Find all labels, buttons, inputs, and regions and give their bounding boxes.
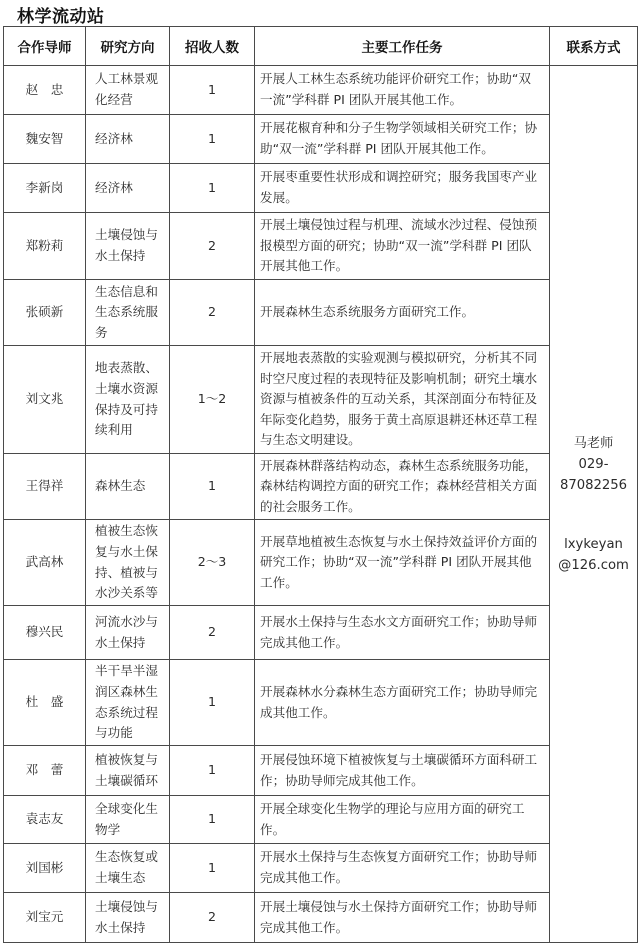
research-direction: 植被恢复与土壤碳循环 [86, 746, 170, 796]
work-task: 开展水土保持与生态恢复方面研究工作；协助导师完成其他工作。 [255, 844, 550, 893]
enrollment-count: 1 [170, 844, 255, 893]
table-header-row [4, 27, 638, 66]
enrollment-count: 1 [170, 454, 255, 520]
research-direction: 经济林 [86, 164, 170, 213]
research-direction: 土壤侵蚀与水土保持 [86, 893, 170, 943]
work-task: 开展森林生态系统服务方面研究工作。 [255, 280, 550, 346]
mentor-name: 魏安智 [4, 115, 86, 164]
mentor-name: 张硕新 [4, 280, 86, 346]
table-row [4, 164, 638, 213]
contact-email: lxykeyan@126.com [558, 536, 629, 573]
contact-phone: 029-87082256 [559, 456, 628, 493]
table-row [4, 520, 638, 606]
research-direction: 土壤侵蚀与水土保持 [86, 213, 170, 280]
table-row [4, 893, 638, 943]
work-task: 开展地表蒸散的实验观测与模拟研究，分析其不同时空尺度过程的表现特征及影响机制；研究土壤水资源与植被条件的互动关系，其深剖面分布特征及年际变化趋势，服务于黄土高原退耕还林还草工程与生态文明建设。 [255, 346, 550, 454]
page-title: 林学流动站 [17, 7, 105, 27]
enrollment-count: 2 [170, 606, 255, 660]
mentor-table [3, 26, 638, 943]
mentor-name: 郑粉莉 [4, 213, 86, 280]
table-row [4, 346, 638, 454]
mentor-name: 李新岗 [4, 164, 86, 213]
research-direction: 经济林 [86, 115, 170, 164]
enrollment-count: 1 [170, 66, 255, 115]
research-direction: 森林生态 [86, 454, 170, 520]
work-task: 开展人工林生态系统功能评价研究工作；协助“双一流”学科群 PI 团队开展其他工作。 [255, 66, 550, 115]
mentor-name: 刘宝元 [4, 893, 86, 943]
enrollment-count: 1 [170, 746, 255, 796]
mentor-name: 刘文兆 [4, 346, 86, 454]
work-task: 开展侵蚀环境下植被恢复与土壤碳循环方面科研工作；协助导师完成其他工作。 [255, 746, 550, 796]
table-row [4, 213, 638, 280]
header-mentor: 合作导师 [4, 27, 86, 66]
work-task: 开展枣重要性状形成和调控研究；服务我国枣产业发展。 [255, 164, 550, 213]
work-task: 开展花椒育种和分子生物学领域相关研究工作；协助“双一流”学科群 PI 团队开展其他工作。 [255, 115, 550, 164]
table-row [4, 454, 638, 520]
mentor-name: 赵 忠 [4, 66, 86, 115]
research-direction: 生态恢复或土壤生态 [86, 844, 170, 893]
enrollment-count: 2～3 [170, 520, 255, 606]
header-direction: 研究方向 [86, 27, 170, 66]
research-direction: 生态信息和生态系统服务 [86, 280, 170, 346]
research-direction: 地表蒸散、土壤水资源保持及可持续利用 [86, 346, 170, 454]
work-task: 开展草地植被生态恢复与水土保持效益评价方面的研究工作；协助“双一流”学科群 PI 团队开展其他工作。 [255, 520, 550, 606]
mentor-name: 刘国彬 [4, 844, 86, 893]
research-direction: 全球变化生物学 [86, 796, 170, 844]
mentor-name: 袁志友 [4, 796, 86, 844]
table-row [4, 280, 638, 346]
table-row [4, 746, 638, 796]
enrollment-count: 2 [170, 280, 255, 346]
research-direction: 河流水沙与水土保持 [86, 606, 170, 660]
enrollment-count: 1 [170, 115, 255, 164]
contact-cell [550, 66, 638, 943]
enrollment-count: 1 [170, 660, 255, 746]
contact-spacer [558, 496, 629, 534]
mentor-name: 杜 盛 [4, 660, 86, 746]
contact-name: 马老师 [573, 435, 614, 451]
work-task: 开展全球变化生物学的理论与应用方面的研究工作。 [255, 796, 550, 844]
table-row [4, 606, 638, 660]
enrollment-count: 1～2 [170, 346, 255, 454]
work-task: 开展森林群落结构动态，森林生态系统服务功能，森林结构调控方面的研究工作；森林经营相关方面的社会服务工作。 [255, 454, 550, 520]
mentor-name: 武高林 [4, 520, 86, 606]
table-row [4, 66, 638, 115]
mentor-name: 王得祥 [4, 454, 86, 520]
table-row [4, 796, 638, 844]
enrollment-count: 2 [170, 213, 255, 280]
work-task: 开展森林水分森林生态方面研究工作；协助导师完成其他工作。 [255, 660, 550, 746]
header-task: 主要工作任务 [255, 27, 550, 66]
header-contact: 联系方式 [550, 27, 638, 66]
header-count: 招收人数 [170, 27, 255, 66]
research-direction: 植被生态恢复与水土保持、植被与水沙关系等 [86, 520, 170, 606]
enrollment-count: 1 [170, 164, 255, 213]
mentor-name: 穆兴民 [4, 606, 86, 660]
research-direction: 半干旱半湿润区森林生态系统过程与功能 [86, 660, 170, 746]
work-task: 开展土壤侵蚀与水土保持方面研究工作；协助导师完成其他工作。 [255, 893, 550, 943]
research-direction: 人工林景观化经营 [86, 66, 170, 115]
enrollment-count: 2 [170, 893, 255, 943]
table-row [4, 115, 638, 164]
work-task: 开展土壤侵蚀过程与机理、流域水沙过程、侵蚀预报模型方面的研究；协助“双一流”学科群 PI 团队开展其他工作。 [255, 213, 550, 280]
mentor-name: 邓 蕾 [4, 746, 86, 796]
enrollment-count: 1 [170, 796, 255, 844]
table-row [4, 844, 638, 893]
table-row [4, 660, 638, 746]
work-task: 开展水土保持与生态水文方面研究工作；协助导师完成其他工作。 [255, 606, 550, 660]
